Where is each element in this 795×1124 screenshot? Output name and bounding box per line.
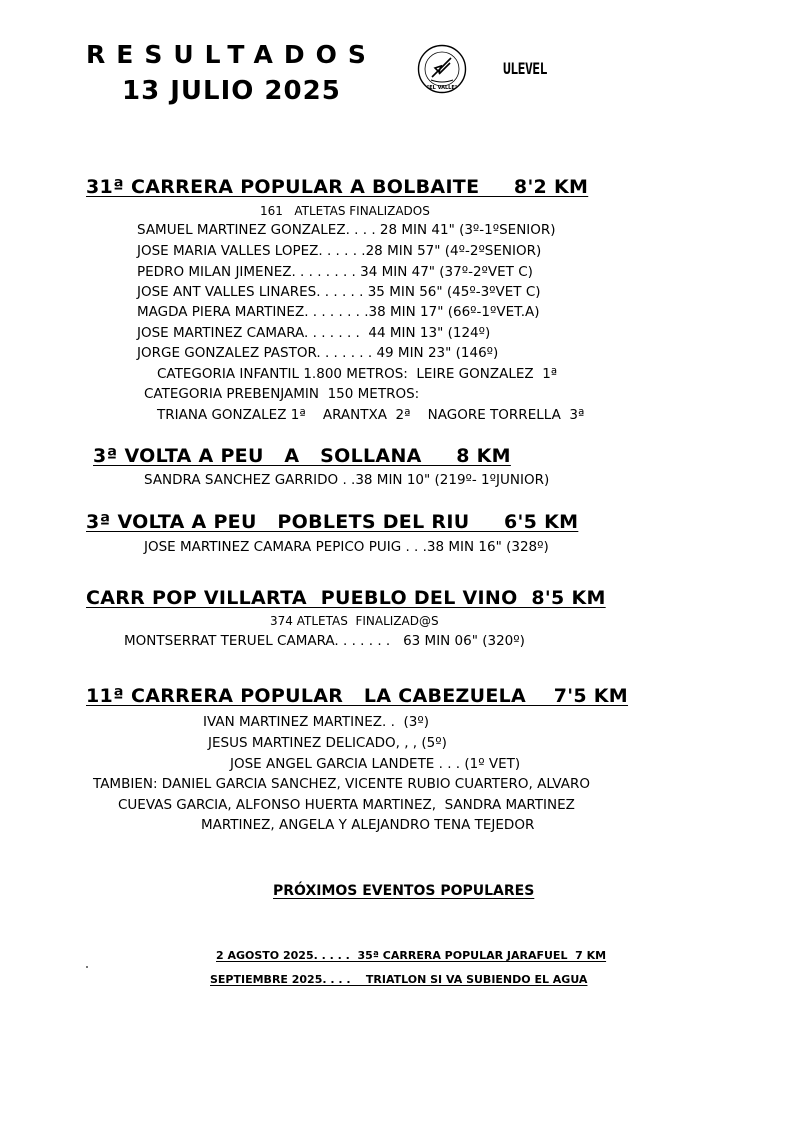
section-title-sollana: 3ª VOLTA A PEU A SOLLANA 8 KM <box>93 445 511 467</box>
finishers-count: 374 ATLETAS FINALIZAD@S <box>270 614 439 628</box>
result-line: JESUS MARTINEZ DELICADO, , , (5º) <box>208 735 447 751</box>
result-line: MONTSERRAT TERUEL CAMARA. . . . . . . 63 MIN 06" (320º) <box>124 633 525 649</box>
upcoming-event: 2 AGOSTO 2025. . . . . 35ª CARRERA POPULAR JARAFUEL 7 KM <box>216 949 607 962</box>
also-line: MARTINEZ, ANGELA Y ALEJANDRO TENA TEJEDOR <box>201 817 535 833</box>
svg-text:"EL VALLE": "EL VALLE" <box>426 85 458 91</box>
section-title-bolbaite: 31ª CARRERA POPULAR A BOLBAITE 8'2 KM <box>86 176 589 198</box>
also-line: CUEVAS GARCIA, ALFONSO HUERTA MARTINEZ, SANDRA MARTINEZ <box>118 797 575 813</box>
result-line: MAGDA PIERA MARTINEZ. . . . . . . .38 MIN 17" (66º-1ºVET.A) <box>137 304 540 320</box>
upcoming-title: PRÓXIMOS EVENTOS POPULARES <box>273 883 535 899</box>
section-title-poblets: 3ª VOLTA A PEU POBLETS DEL RIU 6'5 KM <box>86 511 579 533</box>
page-title: RESULTADOS <box>86 40 377 69</box>
result-line: IVAN MARTINEZ MARTINEZ. . (3º) <box>203 714 429 730</box>
result-line: JOSE MARTINEZ CAMARA. . . . . . . 44 MIN 13" (124º) <box>137 325 491 341</box>
result-line: PEDRO MILAN JIMENEZ. . . . . . . . 34 MIN 47" (37º-2ºVET C) <box>137 264 533 280</box>
stray-dot <box>86 966 88 968</box>
brand-logo: ULEVEL <box>503 60 547 79</box>
section-title-villarta: CARR POP VILLARTA PUEBLO DEL VINO 8'5 KM <box>86 587 606 609</box>
also-line: TAMBIEN: DANIEL GARCIA SANCHEZ, VICENTE RUBIO CUARTERO, ALVARO <box>93 776 590 792</box>
result-line: JOSE MARTINEZ CAMARA PEPICO PUIG . . .38 MIN 16" (328º) <box>144 539 549 555</box>
result-line: SANDRA SANCHEZ GARRIDO . .38 MIN 10" (219º- 1ºJUNIOR) <box>144 472 550 488</box>
result-line: JOSE ANGEL GARCIA LANDETE . . . (1º VET) <box>230 756 521 772</box>
result-line: JORGE GONZALEZ PASTOR. . . . . . . 49 MIN 23" (146º) <box>137 345 499 361</box>
club-logo <box>417 44 467 94</box>
upcoming-event: SEPTIEMBRE 2025. . . . TRIATLON SI VA SUBIENDO EL AGUA <box>210 973 588 986</box>
section-title-cabezuela: 11ª CARRERA POPULAR LA CABEZUELA 7'5 KM <box>86 685 629 707</box>
result-line: JOSE ANT VALLES LINARES. . . . . . 35 MIN 56" (45º-3ºVET C) <box>137 284 541 300</box>
category-line: TRIANA GONZALEZ 1ª ARANTXA 2ª NAGORE TORRELLA 3ª <box>157 407 585 423</box>
finishers-count: 161 ATLETAS FINALIZADOS <box>260 204 430 218</box>
category-line: CATEGORIA PREBENJAMIN 150 METROS: <box>144 386 420 402</box>
result-line: SAMUEL MARTINEZ GONZALEZ. . . . 28 MIN 41" (3º-1ºSENIOR) <box>137 222 556 238</box>
category-line: CATEGORIA INFANTIL 1.800 METROS: LEIRE GONZALEZ 1ª <box>157 366 558 382</box>
page-date: 13 JULIO 2025 <box>122 76 341 106</box>
result-line: JOSE MARIA VALLES LOPEZ. . . . . .28 MIN 57" (4º-2ºSENIOR) <box>137 243 542 259</box>
